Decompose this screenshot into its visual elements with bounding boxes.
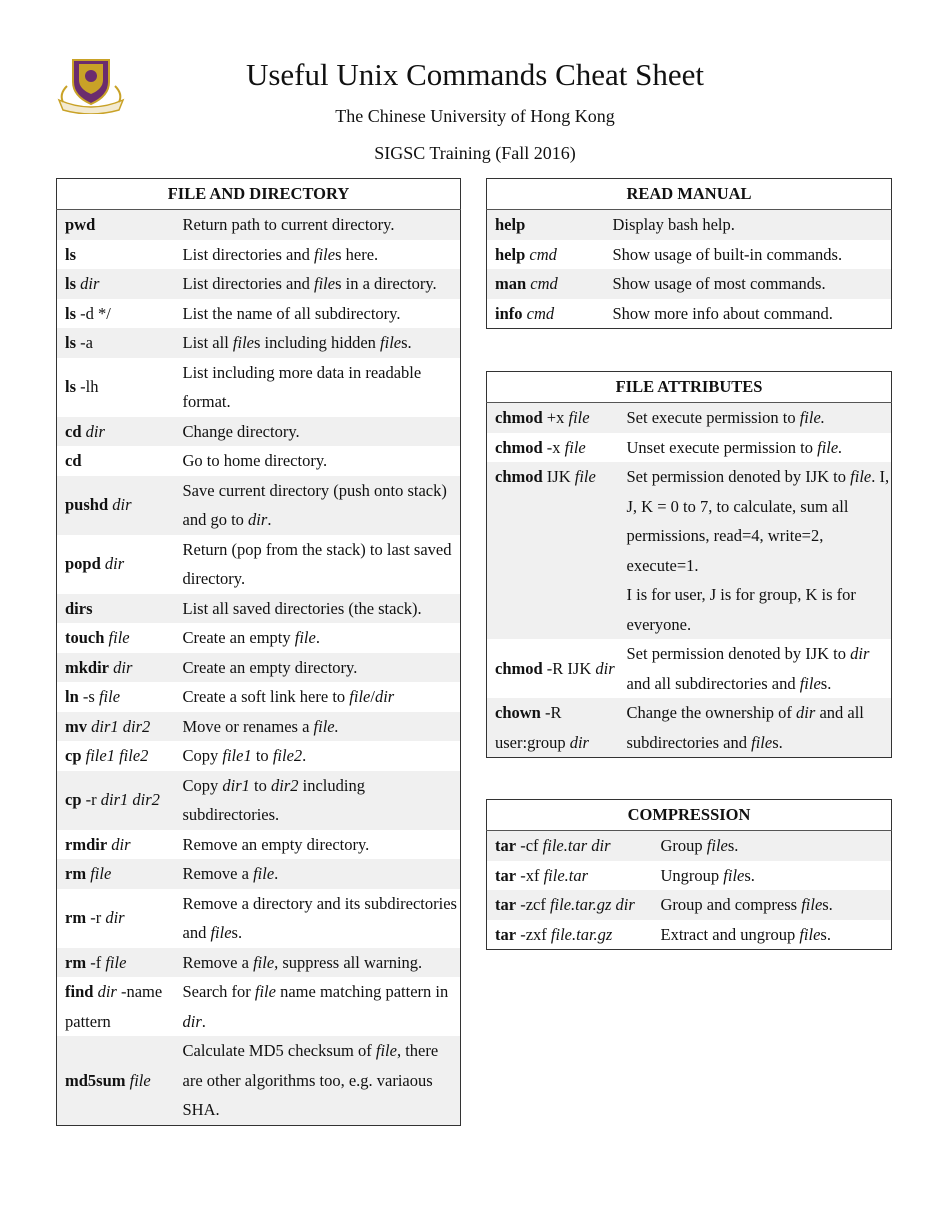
table-row: [57, 859, 461, 889]
description-cell: Create a soft link here to file/dir: [182, 687, 395, 706]
description-cell: Unset execute permission to file.: [626, 437, 843, 457]
table-row: [487, 920, 892, 950]
description-cell: Extract and ungroup files.: [660, 924, 831, 944]
description-cell: List the name of all subdirectory.: [182, 303, 401, 323]
table-row: [57, 948, 461, 978]
description-cell: Return path to current directory.: [175, 210, 461, 240]
command-cell: touch file: [65, 628, 130, 647]
description-cell: Group and compress files.: [653, 890, 892, 920]
command-cell: cp -r dir1 dir2: [57, 771, 175, 830]
description-cell: Display bash help.: [605, 210, 892, 240]
table-row: [487, 831, 892, 861]
section-title: FILE AND DIRECTORY: [57, 179, 461, 210]
section-title: READ MANUAL: [487, 179, 892, 210]
description-cell: List all files including hidden files.: [175, 328, 461, 358]
command-cell: ls -lh: [65, 377, 99, 397]
description-cell: Copy file1 to file2.: [182, 746, 307, 765]
table-row: [57, 977, 461, 1036]
table-row: [57, 653, 461, 683]
table-row: [57, 830, 461, 860]
table-row: [57, 446, 461, 476]
table-row: [57, 328, 461, 358]
table-row: [57, 358, 461, 417]
table-row: [57, 240, 461, 270]
table-row: [57, 269, 461, 299]
command-cell: cd dir: [57, 417, 175, 447]
table-row: [57, 1036, 461, 1125]
table-row: [487, 462, 892, 639]
command-cell: mv dir1 dir2: [57, 712, 175, 742]
command-cell: tar -zcf file.tar.gz dir: [487, 890, 653, 920]
table-row: [487, 403, 892, 433]
table-row: [57, 210, 461, 240]
description-cell: Remove a file.: [175, 859, 461, 889]
table-row: [487, 890, 892, 920]
description-cell: Copy dir1 to dir2 including subdirectories.: [175, 771, 461, 830]
description-cell: Remove a directory and its subdirectories and files.: [182, 893, 457, 942]
description-cell: Set permission denoted by IJK to dir and all subdirectories and files.: [626, 644, 870, 693]
table-row: [487, 639, 892, 698]
description-cell: Search for file name matching pattern in dir.: [182, 982, 449, 1031]
description-cell: Change directory.: [175, 417, 461, 447]
description-cell: List directories and files here.: [182, 244, 379, 264]
table-row: [57, 623, 461, 653]
command-cell: ls dir: [57, 269, 175, 299]
command-cell: pushd dir: [57, 476, 175, 535]
command-cell: find dir -name pattern: [65, 982, 163, 1031]
command-cell: chmod -x file: [495, 437, 586, 457]
description-cell: Show usage of built-in commands.: [612, 244, 843, 264]
description-cell: List including more data in readable format.: [182, 362, 422, 411]
command-cell: md5sum file: [57, 1036, 175, 1125]
description-cell: Set execute permission to file.: [619, 403, 892, 433]
table-row: [57, 712, 461, 742]
command-cell: dirs: [57, 594, 175, 624]
table-row: [57, 417, 461, 447]
description-cell: Set permission denoted by IJK to file. I, J, K = 0 to 7, to calculate, sum all permissions, read=4, write=2, execute=1. I is for user, J is for group, K is for everyone.: [619, 462, 892, 639]
command-cell: help: [487, 210, 605, 240]
description-cell: Create an empty file.: [182, 628, 320, 647]
command-cell: rm -f file: [57, 948, 175, 978]
file-and-directory-table: [56, 178, 461, 1126]
compression-table: [486, 799, 892, 950]
command-cell: tar -cf file.tar dir: [487, 831, 653, 861]
table-row: [487, 299, 892, 329]
description-cell: Show usage of most commands.: [605, 269, 892, 299]
description-cell: List directories and files in a directory.: [175, 269, 461, 299]
command-cell: ls: [65, 244, 77, 264]
table-row: [57, 741, 461, 771]
command-cell: rmdir dir: [65, 834, 131, 854]
command-cell: tar -xf file.tar: [495, 865, 589, 885]
description-cell: Change the ownership of dir and all subdirectories and files.: [619, 698, 892, 758]
description-cell: Create an empty directory.: [175, 653, 461, 683]
description-cell: Return (pop from the stack) to last saved directory.: [182, 539, 452, 588]
command-cell: mkdir dir: [57, 653, 175, 683]
description-cell: Remove an empty directory.: [182, 834, 370, 854]
command-cell: chmod IJK file: [487, 462, 619, 639]
table-row: [487, 433, 892, 463]
command-cell: pwd: [57, 210, 175, 240]
description-cell: Show more info about command.: [612, 303, 833, 323]
table-row: [57, 299, 461, 329]
read-manual-table: [486, 178, 892, 329]
command-cell: rm -r dir: [65, 908, 125, 928]
command-cell: popd dir: [65, 554, 125, 574]
table-row: [487, 210, 892, 240]
table-row: [57, 682, 461, 712]
command-cell: ln -s file: [65, 687, 121, 706]
table-row: [57, 771, 461, 830]
description-cell: Save current directory (push onto stack) and go to dir.: [175, 476, 461, 535]
table-row: [57, 535, 461, 594]
file-attributes-table: [486, 371, 892, 758]
command-cell: ls -d */: [65, 303, 111, 323]
description-cell: Calculate MD5 checksum of file, there are other algorithms too, e.g. variaous SHA.: [175, 1036, 461, 1125]
description-cell: Remove a file, suppress all warning.: [175, 948, 461, 978]
section-title: FILE ATTRIBUTES: [487, 372, 892, 403]
description-cell: Move or renames a file.: [175, 712, 461, 742]
command-cell: chown -R user:group dir: [487, 698, 619, 758]
training-name: SIGSC Training (Fall 2016): [374, 143, 576, 163]
table-row: [57, 889, 461, 948]
description-cell: Group files.: [653, 831, 892, 861]
command-cell: tar -zxf file.tar.gz: [495, 924, 613, 944]
description-cell: Go to home directory.: [182, 451, 328, 470]
command-cell: chmod +x file: [487, 403, 619, 433]
command-cell: info cmd: [495, 303, 555, 323]
description-cell: List all saved directories (the stack).: [175, 594, 461, 624]
university-name: The Chinese University of Hong Kong: [335, 106, 615, 126]
command-cell: ls -a: [57, 328, 175, 358]
section-title: COMPRESSION: [487, 800, 892, 831]
command-cell: cp file1 file2: [65, 746, 149, 765]
table-row: [487, 269, 892, 299]
command-cell: help cmd: [495, 244, 557, 264]
page-title: Useful Unix Commands Cheat Sheet: [245, 57, 705, 92]
command-cell: man cmd: [487, 269, 605, 299]
table-row: [487, 240, 892, 270]
table-row: [487, 861, 892, 891]
command-cell: chmod -R IJK dir: [495, 658, 615, 678]
table-row: [57, 476, 461, 535]
table-row: [487, 698, 892, 758]
table-row: [57, 594, 461, 624]
description-cell: Ungroup files.: [660, 865, 755, 885]
command-cell: rm file: [57, 859, 175, 889]
command-cell: cd: [65, 451, 82, 470]
